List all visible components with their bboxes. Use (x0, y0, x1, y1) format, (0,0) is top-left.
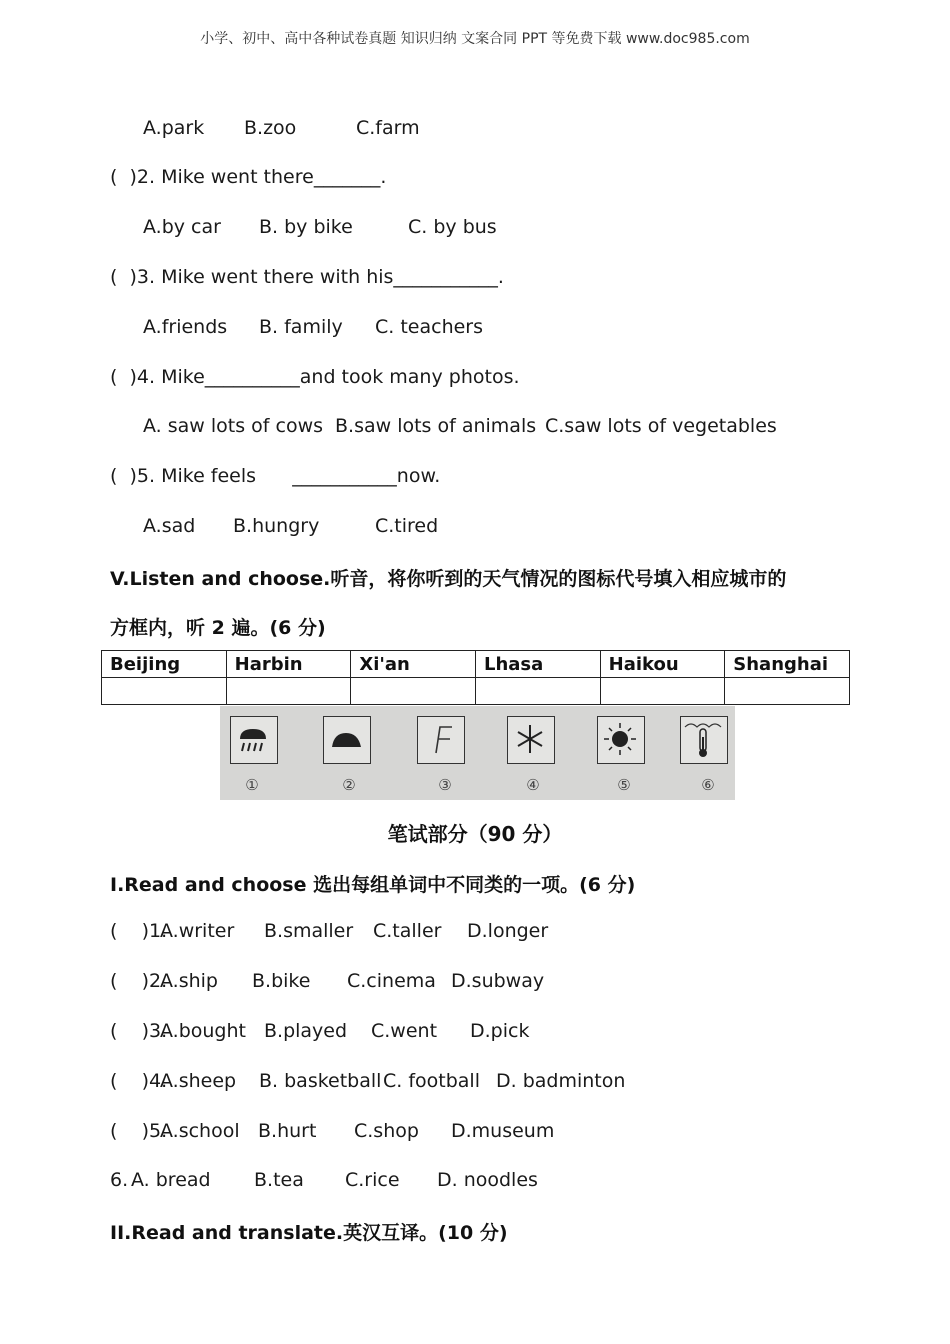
i-row2-d: D.subway (451, 970, 545, 992)
q2-option-a: A.by car (143, 216, 221, 238)
i-row3-c: C.went (371, 1020, 438, 1042)
answer-cell-beijing[interactable] (102, 678, 227, 705)
icon-number-3: ③ (438, 776, 452, 794)
icon-number-4: ④ (526, 776, 540, 794)
answer-cell-harbin[interactable] (226, 678, 351, 705)
q5-option-a: A.sad (143, 515, 196, 537)
i-row5-a: A.school (160, 1120, 240, 1142)
section-v-title-line2: 方框内，听 2 遍。(6 分) (110, 617, 326, 639)
section-v-title-line1: V.Listen and choose.听音，将你听到的天气情况的图标代号填入相应城市的 (110, 568, 787, 590)
q4-option-b: B.saw lots of animals (335, 415, 537, 437)
i-row2-a: A.ship (160, 970, 218, 992)
i-row6-num: 6. (110, 1169, 135, 1191)
sun-icon (597, 716, 645, 764)
answer-cell-haikou[interactable] (600, 678, 725, 705)
i-row2-num: ( )2. (110, 970, 168, 992)
answer-cell-xian[interactable] (351, 678, 476, 705)
i-row3-num: ( )3. (110, 1020, 168, 1042)
city-beijing: Beijing (102, 651, 227, 678)
q1-option-a: A.park (143, 117, 205, 139)
i-row1-num: ( )1. (110, 920, 168, 942)
q3-option-c: C. teachers (375, 316, 484, 338)
i-row6-d: D. noodles (437, 1169, 538, 1191)
weather-icons-image (220, 706, 735, 800)
i-row5-b: B.hurt (258, 1120, 317, 1142)
i-row4-b: B. basketball (259, 1070, 382, 1092)
i-row2-c: C.cinema (347, 970, 436, 992)
icon-number-6: ⑥ (701, 776, 715, 794)
written-part-title: 笔试部分（90 分） (387, 822, 563, 846)
q5-option-b: B.hungry (233, 515, 320, 537)
q4-option-c: C.saw lots of vegetables (545, 415, 777, 437)
i-row1-c: C.taller (373, 920, 442, 942)
i-row5-d: D.museum (451, 1120, 555, 1142)
city-shanghai: Shanghai (725, 651, 850, 678)
answer-cell-shanghai[interactable] (725, 678, 850, 705)
q3-option-a: A.friends (143, 316, 228, 338)
i-row3-d: D.pick (470, 1020, 530, 1042)
q4-option-a: A. saw lots of cows (143, 415, 324, 437)
snow-icon (507, 716, 555, 764)
q5-stem: ( )5. Mike feels ___________now. (110, 465, 441, 487)
i-row1-d: D.longer (467, 920, 549, 942)
i-row2-b: B.bike (252, 970, 311, 992)
section-i-title: I.Read and choose 选出每组单词中不同类的一项。(6 分) (110, 874, 636, 896)
page-header: 小学、初中、高中各种试卷真题 知识归纳 文案合同 PPT 等免费下载 www.doc985.com (200, 31, 750, 47)
i-row4-num: ( )4. (110, 1070, 168, 1092)
i-row6-a: A. bread (131, 1169, 211, 1191)
i-row3-a: A.bought (160, 1020, 246, 1042)
q3-option-b: B. family (259, 316, 343, 338)
i-row3-b: B.played (264, 1020, 348, 1042)
city-weather-table (101, 650, 850, 705)
city-xian: Xi'an (351, 651, 476, 678)
cloud-icon (323, 716, 371, 764)
q4-stem: ( )4. Mike__________and took many photos. (110, 366, 520, 388)
city-harbin: Harbin (226, 651, 351, 678)
i-row5-num: ( )5. (110, 1120, 168, 1142)
q2-option-b: B. by bike (259, 216, 353, 238)
icon-number-2: ② (342, 776, 356, 794)
city-lhasa: Lhasa (475, 651, 600, 678)
answer-cell-lhasa[interactable] (475, 678, 600, 705)
q1-option-c: C.farm (356, 117, 420, 139)
wind-icon (417, 716, 465, 764)
i-row5-c: C.shop (354, 1120, 419, 1142)
city-haikou: Haikou (600, 651, 725, 678)
i-row4-d: D. badminton (496, 1070, 626, 1092)
q2-option-c: C. by bus (408, 216, 497, 238)
i-row6-b: B.tea (254, 1169, 304, 1191)
q3-stem: ( )3. Mike went there with his___________. (110, 266, 504, 288)
i-row6-c: C.rice (345, 1169, 400, 1191)
thermometer-icon (680, 716, 728, 764)
q2-stem: ( )2. Mike went there_______. (110, 166, 387, 188)
rain-icon (230, 716, 278, 764)
icon-number-1: ① (245, 776, 259, 794)
section-ii-title: II.Read and translate.英汉互译。(10 分) (110, 1222, 508, 1244)
table-header-row (102, 651, 850, 678)
answer-row (102, 678, 850, 705)
i-row4-c: C. football (383, 1070, 480, 1092)
i-row1-b: B.smaller (264, 920, 354, 942)
icon-number-5: ⑤ (617, 776, 631, 794)
q1-option-b: B.zoo (244, 117, 297, 139)
q5-option-c: C.tired (375, 515, 439, 537)
i-row4-a: A.sheep (160, 1070, 237, 1092)
i-row1-a: A.writer (160, 920, 235, 942)
